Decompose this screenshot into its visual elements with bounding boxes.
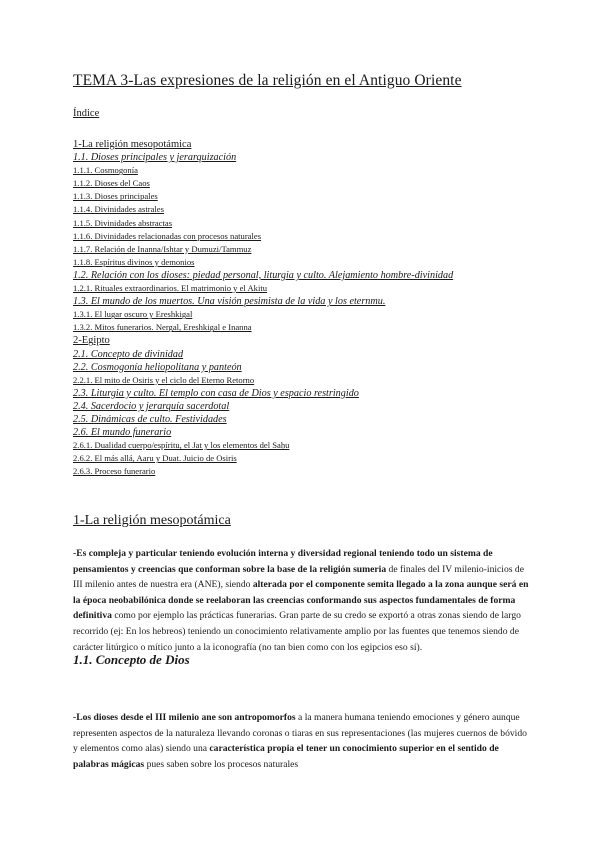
toc-link[interactable]: 1.1.8. Espíritus divinos y demonios	[73, 256, 195, 267]
toc-link[interactable]: 2.6. El mundo funerario	[73, 427, 172, 439]
text-run: de finales del IV milenio-inicios de III milenio antes de nuestra era (ANE), siendo	[73, 563, 524, 591]
section-heading: 1-La religión mesopotámica	[73, 513, 231, 528]
toc-link[interactable]: 1.1.4. Divinidades astrales	[73, 204, 164, 215]
toc-link[interactable]: 2.1. Concepto de divinidad	[73, 348, 184, 360]
toc-link[interactable]: 2.2. Cosmogonía heliopolitana y panteón	[73, 361, 242, 373]
document-title: TEMA 3-Las expresiones de la religión en el Antiguo Oriente	[73, 72, 462, 89]
index-heading: Índice	[73, 108, 100, 119]
toc-link[interactable]: 1.1.7. Relación de Inanna/Ishtar y Dumuzi/Tammuz	[73, 243, 252, 254]
table-of-contents	[73, 138, 533, 478]
toc-link[interactable]: 1.1. Dioses principales y jerarquización	[73, 152, 237, 164]
toc-link[interactable]: 1.1.3. Dioses principales	[73, 191, 158, 202]
toc-link[interactable]: 1.1.5. Divinidades abstractas	[73, 217, 173, 228]
text-run: a la manera humana teniendo emociones y género aunque representen aspectos de la naturaleza llevando coronas o tiaras en sus representaciones (las mujeres cuernos de bóvido y elementos como alas) siendo una	[73, 712, 527, 755]
toc-link[interactable]: 1.1.2. Dioses del Caos	[73, 178, 150, 189]
bold-text-run: alterada por el componente semita llegado a la zona aunque será en la época neobabilónica donde se reelaboran las creencias conformando sus aspectos fundamentales de forma definitiva	[73, 579, 529, 622]
toc-link[interactable]: 2.2.1. El mito de Osiris y el ciclo del Eterno Retorno	[73, 374, 255, 385]
toc-link[interactable]: 1.2. Relación con los dioses: piedad personal, liturgia y culto. Alejamiento hombre-divinidad	[73, 269, 454, 281]
toc-link[interactable]: 1.2.1. Rituales extraordinarios. El matrimonio y el Akitu	[73, 283, 268, 294]
bold-text-run: -Es compleja y particular teniendo evolución interna y diversidad regional teniendo todo un sistema de pensamientos y creencias que conforman sobre la base de la religión sumeria	[73, 548, 493, 575]
text-run: pues saben sobre los procesos naturales	[144, 758, 299, 770]
toc-link[interactable]: 1.1.6. Divinidades relacionadas con procesos naturales	[73, 230, 262, 241]
toc-link[interactable]: 2.6.3. Proceso funerario	[73, 466, 156, 477]
toc-link[interactable]: 2.6.1. Dualidad cuerpo/espíritu, el Jat y los elementos del Saḥu	[73, 440, 290, 451]
paragraph-intro	[73, 546, 529, 655]
toc-link[interactable]: 1.3. El mundo de los muertos. Una visión pesimista de la vida y los eternmu.	[73, 296, 386, 308]
toc-link[interactable]: 1.3.2. Mitos funerarios. Nergal, Ereshkigal e Inanna	[73, 322, 252, 333]
toc-link[interactable]: 1.1.1. Cosmogonía	[73, 165, 138, 176]
subsection-heading: 1.1. Concepto de Dios	[73, 652, 190, 667]
toc-link[interactable]: 2.3. Liturgia y culto. El templo con casa de Dios y espacio restringido	[73, 387, 359, 399]
text-run: como por ejemplo las prácticas funerarias. Gran parte de su credo se exportó a otras zonas siendo de largo recorrido (ej: En los hebreos) teniendo un conocimiento relativamente amplio por las fuentes que tenemos siendo de carácter litúrgico o mítico junto a la iconografía (no tan bien como con los egipcios eso sí).	[73, 610, 521, 653]
bold-text-run: característica propia el tener un conocimiento superior en el sentido de palabras mágicas	[73, 743, 499, 770]
paragraph-concept-of-god	[73, 710, 529, 772]
toc-link[interactable]: 2-Egipto	[73, 335, 110, 347]
toc-link[interactable]: 2.5. Dinámicas de culto. Festividades	[73, 413, 227, 425]
bold-text-run: -Los dioses desde el III milenio ane son antropomorfos	[73, 712, 296, 723]
toc-link[interactable]: 2.4. Sacerdocio y jerarquía sacerdotal	[73, 400, 230, 412]
toc-link[interactable]: 2.6.2. El más allá, Aaru y Duat. Juicio de Osiris	[73, 453, 237, 464]
toc-link[interactable]: 1-La religión mesopotámica	[73, 139, 192, 150]
toc-link[interactable]: 1.3.1. El lugar oscuro y Ereshkigal	[73, 309, 193, 320]
